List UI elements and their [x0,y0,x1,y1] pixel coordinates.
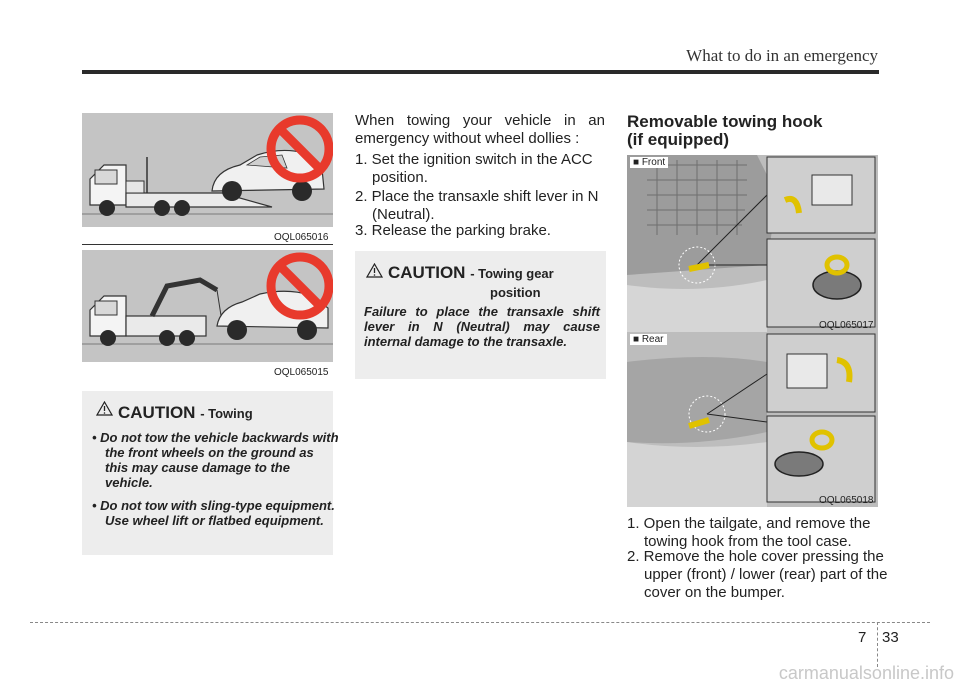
front-hook-image [627,155,878,332]
rear-tag: ■ Rear [630,334,667,345]
chapter-number: 7 [858,629,867,646]
front-towing-hook-illustration [627,155,878,332]
caution-subtitle: - Towing [200,406,253,421]
front-tag: ■ Front [630,157,668,168]
sling-figure-code: OQL065015 [274,367,329,378]
rear-hook-figure-code: OQL065018 [819,495,874,506]
caution-title: CAUTION [388,263,466,282]
towing-step: 1. Set the ignition switch in the ACC position. [355,151,593,186]
caution-gear-subtitle-line2 [490,282,541,302]
sling-truck-image [82,250,333,362]
caution-subtitle: - Towing gear [470,266,554,281]
towing-intro-paragraph: When towing your vehicle in an emergency without wheel dollies : [355,112,605,147]
flatbed-figure-code: OQL065016 [274,232,329,243]
hook-step: 1. Open the tailgate, and remove the towing hook from the tool case. [627,515,871,550]
towing-step: 3. Release the parking brake. [355,222,551,239]
caution-bullet: • Do not tow the vehicle backwards with the front wheels on the ground as this may cause damage to the vehicle. [92,430,339,490]
caution-towing-box [82,391,339,555]
rear-towing-hook-illustration [627,332,878,507]
header-rule [82,70,879,74]
section-title: Removable towing hook [627,112,823,131]
caution-subtitle-cont: position [490,285,541,300]
flatbed-truck-image [82,113,333,227]
section-title-sub: (if equipped) [627,130,729,149]
hook-step: 2. Remove the hole cover pressing the upper (front) / lower (rear) part of the cover on the bumper. [627,548,888,601]
front-hook-figure-code: OQL065017 [819,320,874,331]
flatbed-towing-illustration [82,113,333,227]
caution-towing-heading [118,403,253,423]
page-header-title: What to do in an emergency [686,46,878,65]
warning-triangle-icon [366,263,383,283]
figure-divider [82,244,333,245]
caution-bullet-text: Do not tow with sling-type equipment. Use wheel lift or flatbed equipment. [100,498,335,528]
caution-bullet: • Do not tow with sling-type equipment. Use wheel lift or flatbed equipment. [92,498,335,528]
sling-towing-illustration [82,250,333,362]
towing-step: 2. Place the transaxle shift lever in N (Neutral). [355,188,599,223]
caution-gear-body: Failure to place the transaxle shift lever in N (Neutral) may cause internal damage to the transaxle. [364,304,600,349]
footer-divider [877,622,878,667]
warning-triangle-icon [96,401,113,421]
watermark: carmanualsonline.info [778,663,954,683]
page-number: 33 [882,629,899,646]
caution-gear-box [355,251,606,379]
caution-gear-heading [388,263,554,283]
caution-title: CAUTION [118,403,196,422]
caution-bullet-text: Do not tow the vehicle backwards with the front wheels on the ground as this may cause damage to the vehicle. [100,430,339,490]
footer-rule [30,622,930,623]
rear-hook-image [627,332,878,507]
